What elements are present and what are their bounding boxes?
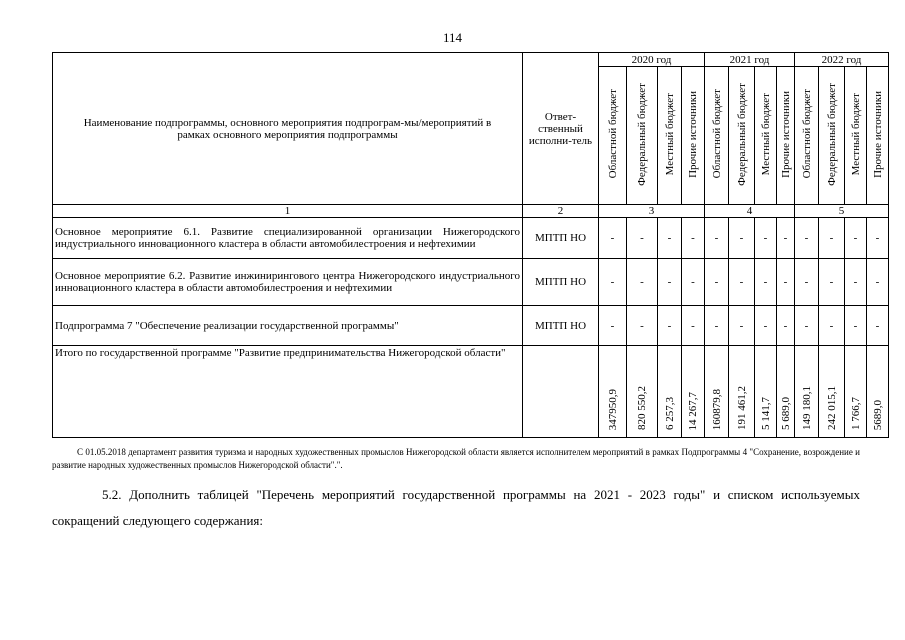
value-cell: - — [755, 259, 777, 306]
value-cell: - — [658, 306, 682, 346]
value-cell: 149 180,1 — [800, 386, 813, 430]
source-header: Федеральный бюджет — [735, 82, 748, 186]
year-header: 2021 год — [705, 53, 795, 67]
value-cell: - — [795, 259, 819, 306]
value-cell: - — [705, 306, 729, 346]
row-responsible: МПТП НО — [523, 306, 599, 346]
value-cell: - — [777, 306, 795, 346]
source-header: Местный бюджет — [663, 92, 676, 176]
column-number: 3 — [599, 205, 705, 218]
table-row — [53, 218, 889, 259]
table-row — [53, 259, 889, 306]
source-header: Местный бюджет — [759, 92, 772, 176]
value-cell: 5 141,7 — [759, 397, 772, 430]
value-cell: - — [729, 259, 755, 306]
value-cell: - — [845, 259, 867, 306]
value-cell: - — [627, 218, 658, 259]
source-header: Федеральный бюджет — [636, 82, 648, 186]
value-cell: - — [795, 306, 819, 346]
body-paragraph: 5.2. Дополнить таблицей "Перечень мероприятий государственной программы на 2021 - 2023 годы" и списком используемых сокращений следующего содержания: — [52, 487, 860, 528]
source-header: Областной бюджет — [800, 89, 813, 179]
row-name: Основное мероприятие 6.2. Развитие инжинирингового центра Нижегородского индустриального инновационного кластера в области автомобилестроения и нефтехимии — [53, 259, 523, 306]
header-responsible: Ответ-ственный исполни-тель — [523, 53, 599, 205]
header-name: Наименование подпрограммы, основного мероприятия подпрограм-мы/мероприятий в рамках основного мероприятия подпрограммы — [53, 53, 523, 205]
value-cell: 242 015,1 — [825, 386, 838, 430]
value-cell: 160879,8 — [710, 388, 723, 430]
value-cell: - — [599, 259, 627, 306]
value-cell: 6 257,3 — [663, 397, 676, 430]
value-cell: - — [627, 306, 658, 346]
value-cell: - — [755, 306, 777, 346]
value-cell: - — [795, 218, 819, 259]
row-name: Подпрограмма 7 "Обеспечение реализации государственной программы" — [53, 306, 523, 346]
value-cell: 1 766,7 — [849, 397, 862, 430]
footnote — [52, 446, 860, 472]
source-header: Прочие источники — [871, 90, 884, 178]
value-cell: - — [705, 218, 729, 259]
value-cell: - — [819, 259, 845, 306]
value-cell: 14 267,7 — [687, 391, 699, 430]
value-cell: - — [682, 259, 705, 306]
year-header: 2022 год — [795, 53, 889, 67]
page-number: 114 — [442, 30, 463, 45]
column-number: 5 — [795, 205, 889, 218]
value-cell: - — [729, 218, 755, 259]
table-row — [53, 306, 889, 346]
row-name: Итого по государственной программе "Развитие предпринимательства Нижегородской области" — [53, 346, 523, 438]
column-number: 4 — [705, 205, 795, 218]
row-name: Основное мероприятие 6.1. Развитие специализированной организации Нижегородского индустриального инновационного кластера в области автомобилестроения и нефтехимии — [53, 218, 523, 259]
value-cell: - — [845, 306, 867, 346]
column-number: 2 — [523, 205, 599, 218]
value-cell: - — [729, 306, 755, 346]
program-table — [52, 52, 889, 438]
value-cell: - — [682, 306, 705, 346]
value-cell: - — [867, 306, 889, 346]
value-cell: 191 461,2 — [735, 386, 748, 430]
source-header: Областной бюджет — [710, 89, 723, 179]
source-header: Прочие источники — [779, 90, 792, 178]
value-cell: - — [845, 218, 867, 259]
value-cell: - — [599, 218, 627, 259]
value-cell: - — [867, 218, 889, 259]
value-cell: 5689,0 — [871, 399, 884, 430]
value-cell: - — [867, 259, 889, 306]
value-cell: - — [819, 306, 845, 346]
value-cell: 347950,9 — [606, 388, 619, 430]
column-number: 1 — [53, 205, 523, 218]
row-responsible: МПТП НО — [523, 259, 599, 306]
source-header: Местный бюджет — [849, 92, 862, 176]
value-cell: - — [682, 218, 705, 259]
source-header: Прочие источники — [687, 90, 699, 178]
row-responsible: МПТП НО — [523, 218, 599, 259]
source-header: Федеральный бюджет — [825, 82, 838, 186]
value-cell: - — [777, 259, 795, 306]
value-cell: - — [705, 259, 729, 306]
value-cell: - — [819, 218, 845, 259]
value-cell: 5 689,0 — [779, 397, 792, 430]
value-cell: - — [777, 218, 795, 259]
value-cell: - — [627, 259, 658, 306]
table-row — [53, 346, 889, 438]
value-cell: - — [658, 218, 682, 259]
value-cell: - — [658, 259, 682, 306]
value-cell: 820 550,2 — [636, 386, 648, 430]
value-cell: - — [755, 218, 777, 259]
source-header: Областной бюджет — [606, 89, 619, 179]
value-cell: - — [599, 306, 627, 346]
year-header: 2020 год — [599, 53, 705, 67]
row-responsible — [523, 346, 599, 438]
footnote-text: С 01.05.2018 департамент развития туризма и народных художественных промыслов Нижегородской области является исполнителем мероприятий в рамках Подпрограммы 4 "Сохранение, возрождение и развитие народных художественных промыслов Нижегородской области".". — [52, 447, 860, 470]
